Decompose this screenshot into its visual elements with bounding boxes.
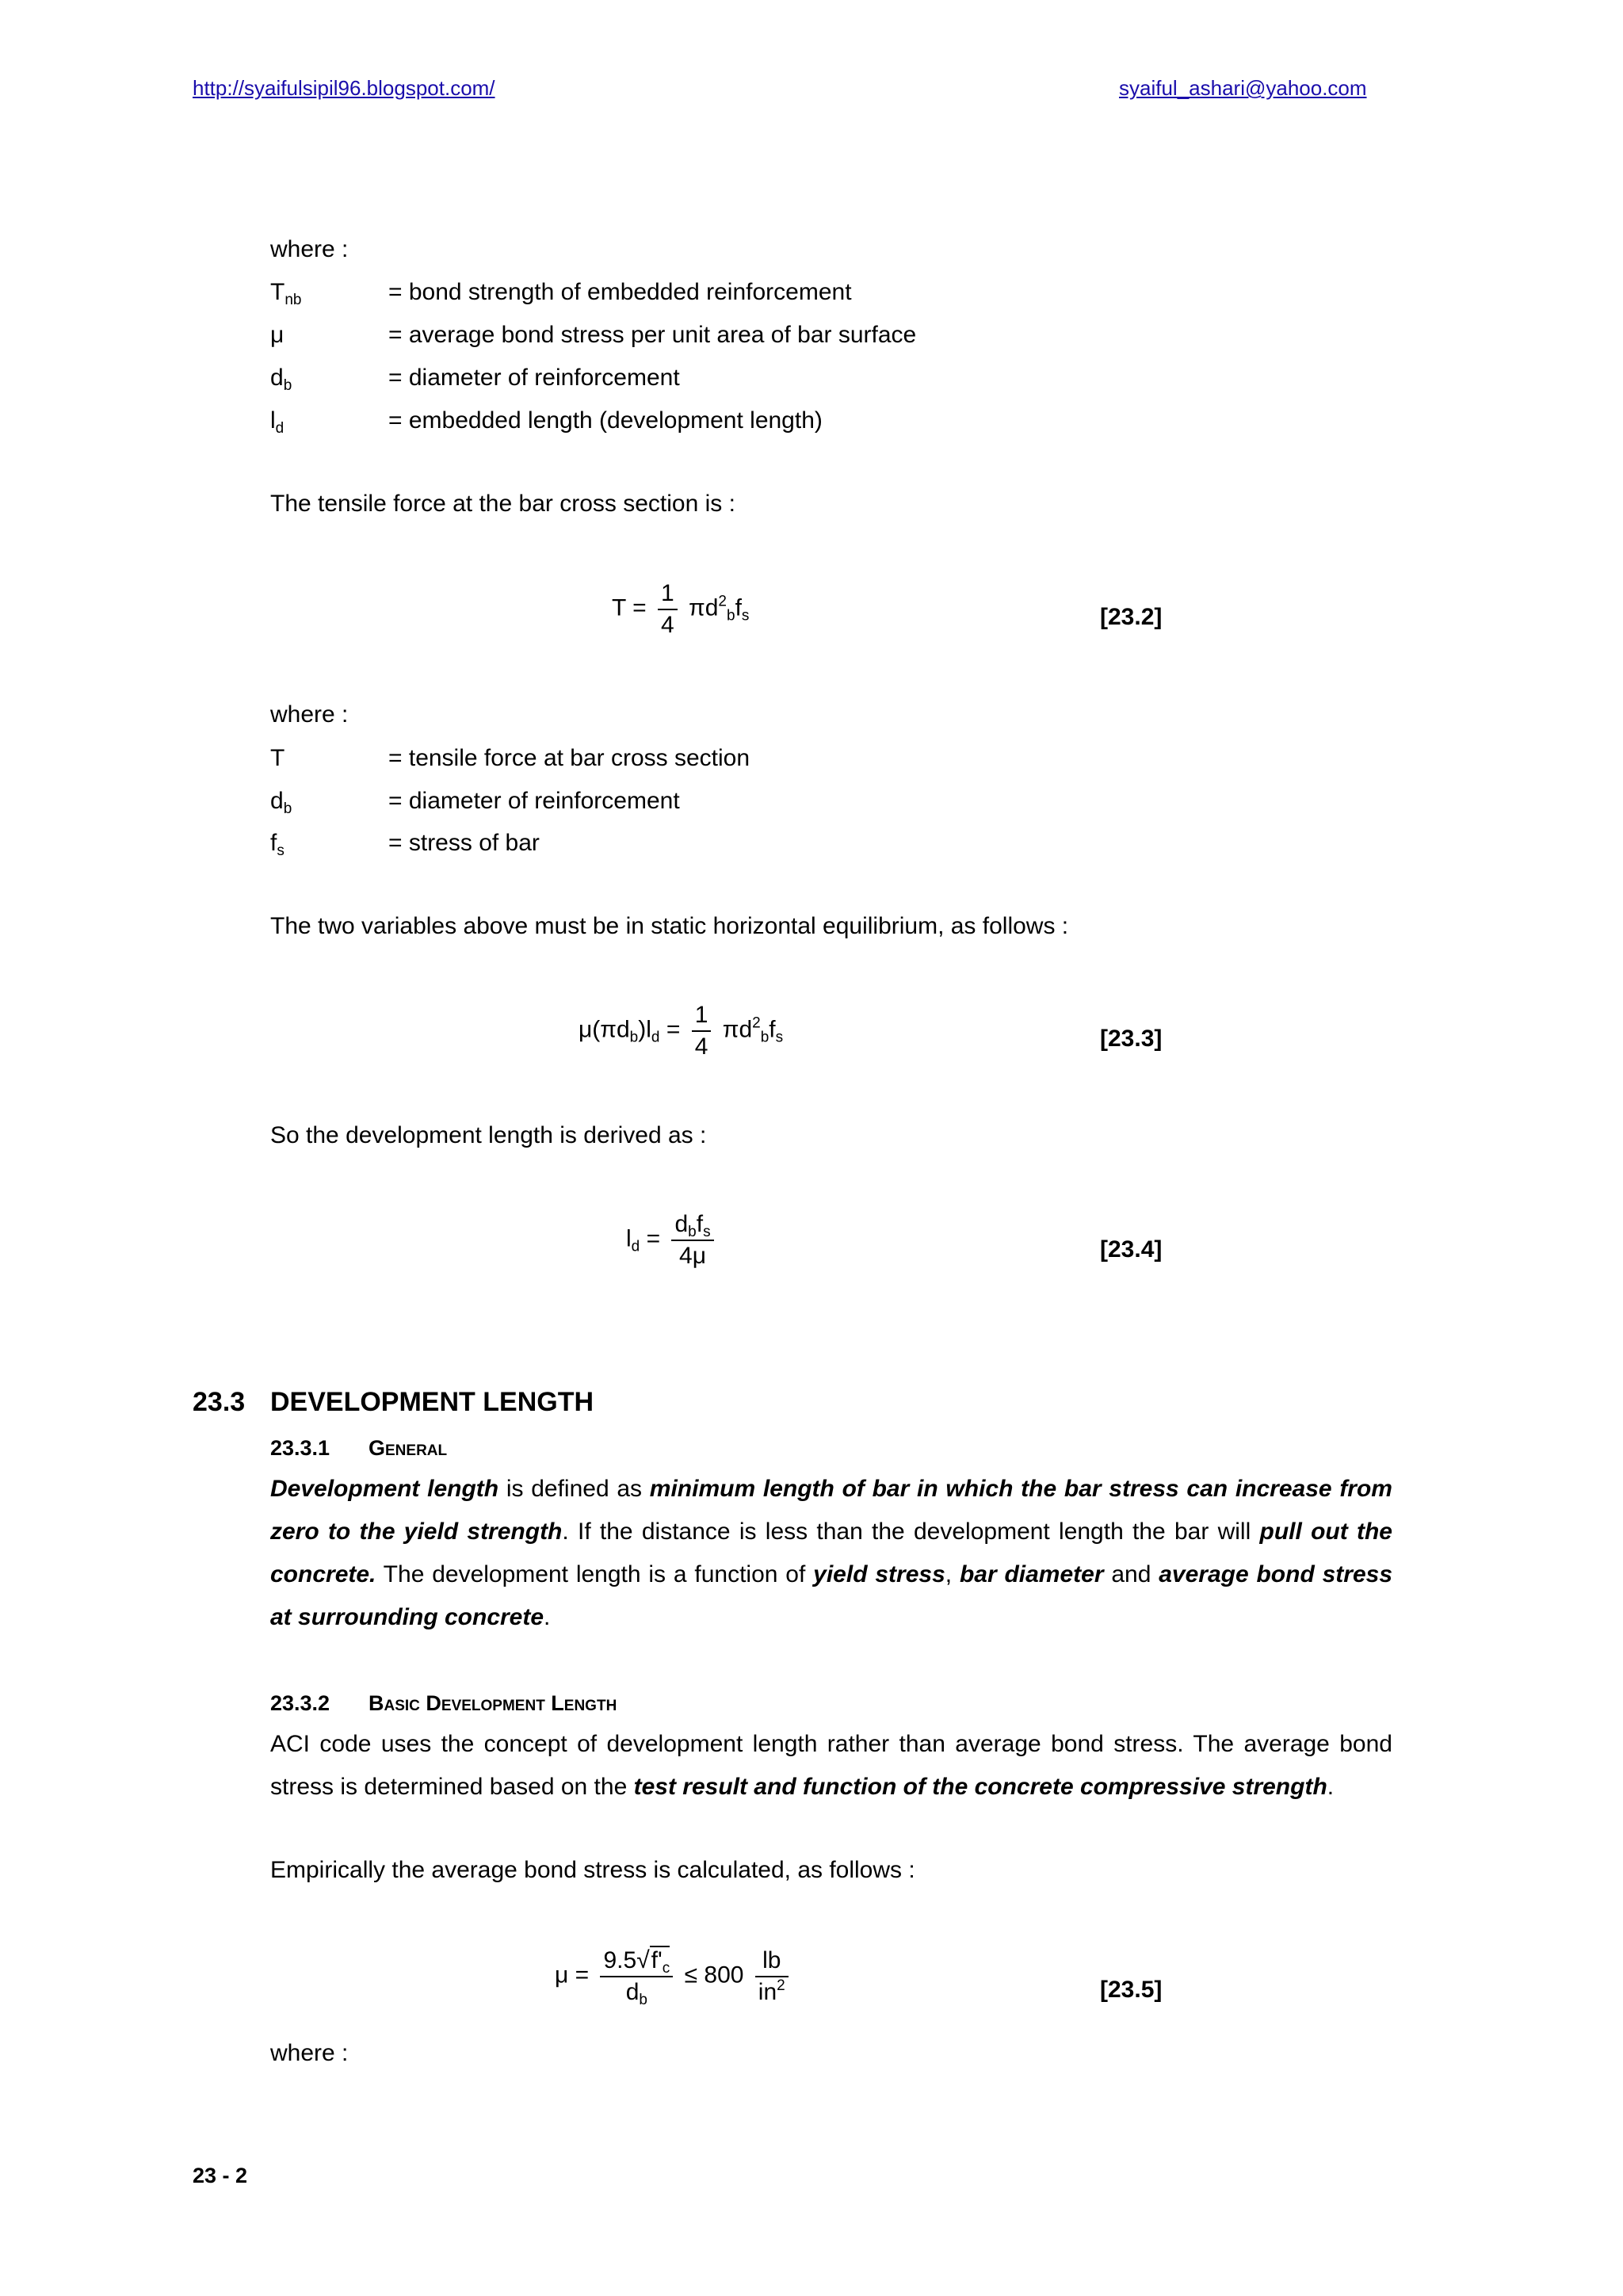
equation-number-23-5: [23.5] — [1100, 1977, 1163, 2003]
symbol-tnb: $T_{nb}$ — [270, 279, 302, 308]
symbol-fs: $f_s$ — [270, 830, 285, 859]
equation-number-23-2: [23.2] — [1100, 604, 1163, 630]
definition-db: = diameter of reinforcement — [388, 365, 680, 391]
symbol-db: $d_b$ — [270, 365, 292, 394]
section-title: DEVELOPMENT LENGTH — [270, 1387, 594, 1417]
paragraph-equilibrium: The two variables above must be in static horizontal equilibrium, as follows : — [270, 913, 1069, 939]
subsection-number: 23.3.1 — [270, 1436, 330, 1460]
equation-23-2: T = $\frac{1}{4}$ $\pi d^2_bf_s$ — [612, 580, 750, 638]
paragraph-tensile: The tensile force at the bar cross section is : — [270, 491, 735, 517]
where-label: where : — [270, 236, 349, 262]
definition-t: = tensile force at bar cross section — [388, 745, 750, 771]
paragraph-derived: So the development length is derived as : — [270, 1122, 707, 1148]
symbol-ld: $l_d$ — [270, 407, 285, 437]
equation-23-4: $l_d$ = $\frac{d_bf_s}{4\mu}$ — [626, 1209, 719, 1270]
subsection-title: General — [369, 1436, 448, 1460]
blog-link[interactable]: http://syaifulsipil96.blogspot.com/ — [193, 76, 495, 100]
equation-number-23-3: [23.3] — [1100, 1026, 1163, 1052]
equation-23-3: $\mu(\pi d_b)l_d$ = $\frac{1}{4}$ $\pi d^2_bf_s$ — [579, 1002, 784, 1060]
definition-mu: = average bond stress per unit area of bar surface — [388, 322, 917, 348]
definition-tnb: = bond strength of embedded reinforcement — [388, 279, 852, 305]
paragraph-empirical: Empirically the average bond stress is calculated, as follows : — [270, 1857, 915, 1883]
definition-db: = diameter of reinforcement — [388, 788, 680, 814]
symbol-mu: μ — [270, 322, 285, 348]
symbol-db: $d_b$ — [270, 788, 292, 817]
equation-number-23-4: [23.4] — [1100, 1236, 1163, 1263]
where-label: where : — [270, 701, 349, 728]
page-number: 23 - 2 — [193, 2164, 248, 2187]
email-link[interactable]: syaiful_ashari@yahoo.com — [1119, 76, 1367, 100]
definition-fs: = stress of bar — [388, 830, 540, 856]
paragraph-development-length: Development length is defined as minimum length of bar in which the bar stress can increase from zero to the yield strength. If the distance is less than the development length the bar will pull out the concrete. The development length is a function of yield stress, bar diameter and average bond stress at surrounding concrete. — [270, 1476, 1393, 1630]
subsection-number: 23.3.2 — [270, 1691, 330, 1715]
paragraph-aci: ACI code uses the concept of development length rather than average bond stress. The average bond stress is determined based on the test result and function of the concrete compressive strength. — [270, 1731, 1392, 1800]
section-number: 23.3 — [193, 1387, 246, 1417]
subsection-title: Basic Development Length — [369, 1691, 617, 1715]
where-label: where : — [270, 2040, 349, 2066]
definition-ld: = embedded length (development length) — [388, 407, 823, 434]
symbol-t: T — [270, 745, 285, 771]
equation-23-5: μ = $\frac{9.5√f'_c}{d_b}$ ≤ 800 $\frac{lb}{in^2}$ — [555, 1946, 793, 2007]
